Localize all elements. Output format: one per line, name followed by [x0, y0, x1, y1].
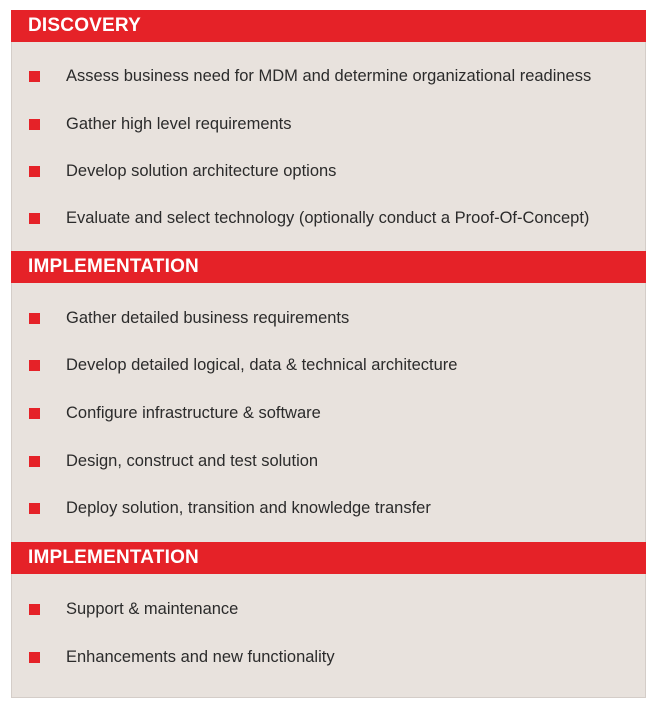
list-item-label: Configure infrastructure & software — [66, 403, 321, 422]
list-item — [0, 644, 656, 670]
list-item-label: Develop detailed logical, data & technical architecture — [66, 355, 458, 374]
list-item-label: Deploy solution, transition and knowledge transfer — [66, 498, 431, 517]
square-bullet-icon — [29, 119, 40, 130]
square-bullet-icon — [29, 503, 40, 514]
square-bullet-icon — [29, 604, 40, 615]
list-item-label: Gather high level requirements — [66, 114, 292, 133]
list-item — [0, 111, 656, 137]
square-bullet-icon — [29, 166, 40, 177]
section-header-implementation: IMPLEMENTATION — [11, 251, 646, 283]
list-item-label: Assess business need for MDM and determine organizational readiness — [66, 66, 592, 85]
square-bullet-icon — [29, 456, 40, 467]
list-item-label: Enhancements and new functionality — [66, 647, 335, 666]
list-item — [0, 352, 656, 378]
list-item — [0, 63, 656, 89]
square-bullet-icon — [29, 71, 40, 82]
list-item — [0, 205, 656, 231]
list-item-label: Gather detailed business requirements — [66, 308, 350, 327]
list-item-label: Develop solution architecture options — [66, 161, 337, 180]
list-item — [0, 596, 656, 622]
list-item — [0, 448, 656, 474]
section-header-implementation-2: IMPLEMENTATION — [11, 542, 646, 574]
list-item — [0, 305, 656, 331]
square-bullet-icon — [29, 408, 40, 419]
square-bullet-icon — [29, 652, 40, 663]
square-bullet-icon — [29, 313, 40, 324]
section-header-discovery: DISCOVERY — [11, 10, 646, 42]
list-item-label: Design, construct and test solution — [66, 451, 319, 470]
list-item — [0, 495, 656, 521]
square-bullet-icon — [29, 360, 40, 371]
list-item-label: Support & maintenance — [66, 599, 239, 618]
list-item-label: Evaluate and select technology (optionally conduct a Proof-Of-Concept) — [66, 208, 590, 227]
square-bullet-icon — [29, 213, 40, 224]
list-item — [0, 158, 656, 184]
list-item — [0, 400, 656, 426]
